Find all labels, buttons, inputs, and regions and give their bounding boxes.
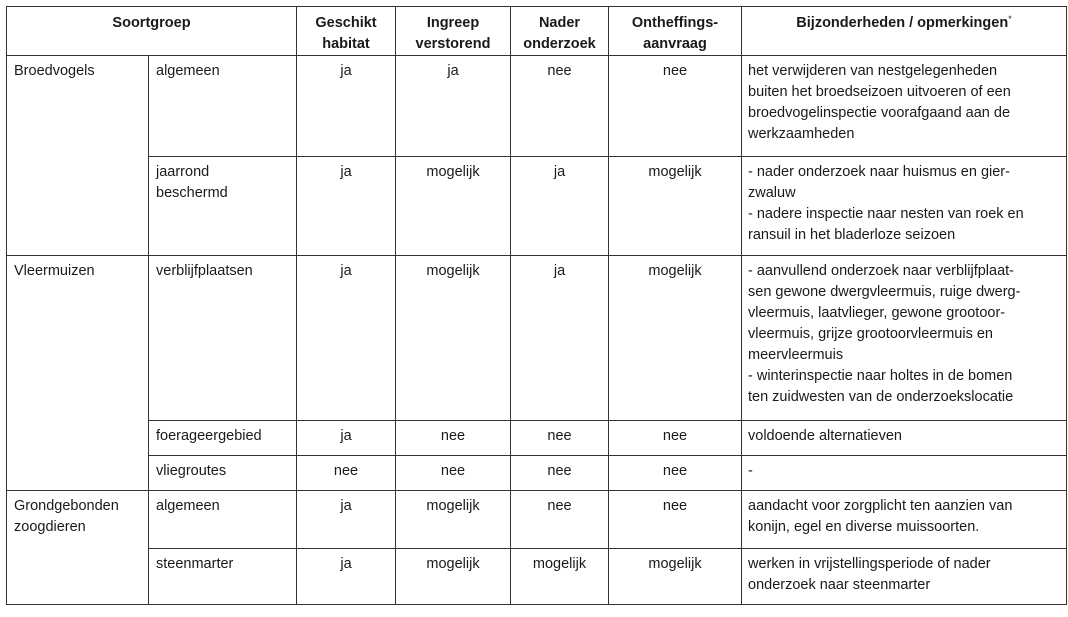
remarks-line: voldoende alternatieven (748, 428, 902, 444)
remarks-line: - nader onderzoek naar huismus en gier- (748, 164, 1010, 180)
habitat-cell: ja (297, 256, 396, 421)
table-header (7, 7, 1067, 56)
habitat-cell: ja (297, 491, 396, 549)
subgroup-label: steenmarter (156, 556, 234, 572)
remarks-cell (742, 256, 1067, 421)
subgroup-label: foerageergebied (156, 428, 262, 444)
header-bijzonderheden-label: Bijzonderheden / opmerkingen (796, 15, 1009, 31)
header-bijzonderheden (742, 7, 1067, 56)
habitat-cell: ja (297, 56, 396, 157)
remarks-line: buiten het broedseizoen uitvoeren of een (748, 84, 1011, 100)
subgroup-cell (149, 157, 297, 256)
subgroup-cell (149, 491, 297, 549)
header-line: onderzoek (523, 36, 596, 52)
ontheffing-cell: nee (609, 56, 742, 157)
habitat-cell: nee (297, 456, 396, 491)
ingreep-cell: ja (396, 56, 511, 157)
ingreep-cell: mogelijk (396, 491, 511, 549)
subgroup-label: algemeen (156, 63, 220, 79)
remarks-line: ransuil in het bladerloze seizoen (748, 227, 956, 243)
remarks-cell (742, 157, 1067, 256)
table-row (7, 56, 1067, 157)
remarks-line: - (748, 463, 753, 479)
habitat-cell: ja (297, 421, 396, 456)
remarks-line: meervleermuis (748, 347, 844, 363)
remarks-line: het verwijderen van nestgelegenheden (748, 63, 998, 79)
header-line: Ingreep (426, 15, 480, 31)
table-row (7, 456, 1067, 491)
remarks-cell (742, 456, 1067, 491)
group-name-line: Grondgebonden (14, 498, 119, 514)
habitat-cell: ja (297, 549, 396, 605)
remarks-line: werken in vrijstellingsperiode of nader (748, 556, 991, 572)
ingreep-cell: nee (396, 421, 511, 456)
group-name-line: zoogdieren (14, 519, 86, 535)
remarks-line: vleermuis, laatvlieger, gewone grootoor- (748, 305, 1006, 321)
remarks-line: - nadere inspectie naar nesten van roek en (748, 206, 1024, 222)
table-row (7, 421, 1067, 456)
nader-cell: ja (511, 157, 609, 256)
subgroup-label: jaarrond (156, 164, 210, 180)
remarks-line: ten zuidwesten van de onderzoekslocatie (748, 389, 1014, 405)
subgroup-label: vliegroutes (156, 463, 227, 479)
header-soortgroep-label: Soortgroep (112, 15, 191, 31)
ontheffing-cell: nee (609, 456, 742, 491)
subgroup-cell (149, 256, 297, 421)
ingreep-cell: mogelijk (396, 256, 511, 421)
group-cell (7, 491, 149, 605)
subgroup-label: verblijfplaatsen (156, 263, 253, 279)
remarks-line: vleermuis, grijze grootoorvleermuis en (748, 326, 993, 342)
ontheffing-cell: nee (609, 421, 742, 456)
ontheffing-cell: nee (609, 491, 742, 549)
ingreep-cell: nee (396, 456, 511, 491)
remarks-line: werkzaamheden (748, 126, 855, 142)
group-cell (7, 256, 149, 491)
header-line: Nader (538, 15, 581, 31)
ontheffing-cell: mogelijk (609, 157, 742, 256)
ingreep-cell: mogelijk (396, 157, 511, 256)
remarks-cell (742, 491, 1067, 549)
header-ingreep-verstorend (396, 7, 511, 56)
header-line: Geschikt (315, 15, 377, 31)
table-row (7, 157, 1067, 256)
remarks-line: - winterinspectie naar holtes in de bomen (748, 368, 1013, 384)
header-line: habitat (322, 36, 370, 52)
subgroup-label: algemeen (156, 498, 220, 514)
species-table (6, 6, 1067, 605)
nader-cell: mogelijk (511, 549, 609, 605)
ingreep-cell: mogelijk (396, 549, 511, 605)
group-cell (7, 56, 149, 256)
nader-cell: nee (511, 56, 609, 157)
ontheffing-cell: mogelijk (609, 256, 742, 421)
group-name: Broedvogels (14, 63, 95, 79)
remarks-cell (742, 56, 1067, 157)
remarks-line: onderzoek naar steenmarter (748, 577, 931, 593)
header-geschikt-habitat (297, 7, 396, 56)
header-nader-onderzoek (511, 7, 609, 56)
subgroup-cell (149, 456, 297, 491)
subgroup-cell (149, 56, 297, 157)
ontheffing-cell: mogelijk (609, 549, 742, 605)
subgroup-cell (149, 549, 297, 605)
table-body (7, 56, 1067, 605)
remarks-line: - aanvullend onderzoek naar verblijfplaat- (748, 263, 1014, 279)
nader-cell: nee (511, 456, 609, 491)
header-line: aanvraag (643, 36, 707, 52)
subgroup-cell (149, 421, 297, 456)
remarks-cell (742, 549, 1067, 605)
table-row (7, 256, 1067, 421)
remarks-line: sen gewone dwergvleermuis, ruige dwerg- (748, 284, 1021, 300)
remarks-line: aandacht voor zorgplicht ten aanzien van (748, 498, 1013, 514)
header-line: Ontheffings- (631, 15, 719, 31)
remarks-line: konijn, egel en diverse muissoorten. (748, 519, 980, 535)
nader-cell: nee (511, 491, 609, 549)
table-row (7, 491, 1067, 549)
group-name: Vleermuizen (14, 263, 95, 279)
habitat-cell: ja (297, 157, 396, 256)
nader-cell: ja (511, 256, 609, 421)
remarks-line: zwaluw (748, 185, 796, 201)
header-row (7, 7, 1067, 56)
header-line: verstorend (415, 36, 491, 52)
header-ontheffingsaanvraag (609, 7, 742, 56)
remarks-line: broedvogelinspectie voorafgaand aan de (748, 105, 1011, 121)
footnote-mark: * (1008, 14, 1012, 24)
table-row (7, 549, 1067, 605)
nader-cell: nee (511, 421, 609, 456)
header-soortgroep (7, 7, 297, 56)
remarks-cell (742, 421, 1067, 456)
subgroup-label: beschermd (156, 185, 228, 201)
